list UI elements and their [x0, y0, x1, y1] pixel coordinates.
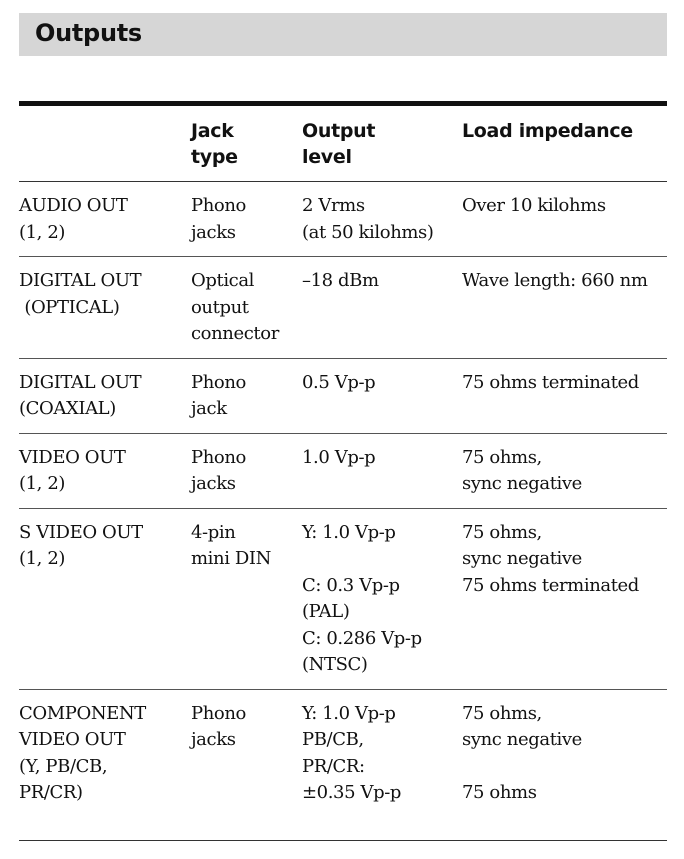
header-cell-jack-type	[191, 104, 302, 182]
cell-line: 75 ohms	[462, 782, 537, 803]
cell-line: S VIDEO OUT	[19, 521, 143, 543]
cell-output-name	[19, 433, 191, 508]
cell-line: (NTSC)	[302, 654, 368, 675]
cell-line: Wave length: 660 nm	[462, 270, 648, 291]
table-row	[19, 358, 667, 433]
cell-line: (Y, PB/CB,	[19, 755, 108, 777]
cell-line: 75 ohms,	[462, 521, 542, 543]
cell-jack-type	[191, 433, 302, 508]
cell-line: mini DIN	[191, 548, 271, 569]
cell-load-impedance	[462, 182, 667, 257]
cell-line: Phono	[191, 371, 246, 393]
section-header	[19, 13, 667, 56]
cell-line: DIGITAL OUT	[19, 371, 142, 393]
table-row	[19, 689, 667, 840]
cell-line: C: 0.3 Vp-p	[302, 574, 400, 596]
cell-line: 75 ohms,	[462, 446, 542, 468]
table-row	[19, 182, 667, 257]
cell-line: PR/CR:	[302, 755, 365, 777]
outputs-spec-table	[19, 101, 667, 841]
cell-line: 1.0 Vp-p	[302, 446, 376, 468]
cell-line: jack	[191, 398, 227, 419]
cell-line: jacks	[191, 729, 236, 750]
table-body	[19, 182, 667, 841]
cell-output-name	[19, 689, 191, 840]
cell-line: PB/CB,	[302, 729, 364, 750]
cell-line: Y: 1.0 Vp-p	[302, 521, 396, 543]
cell-output-level	[302, 182, 462, 257]
cell-load-impedance	[462, 508, 667, 689]
cell-output-name	[19, 508, 191, 689]
cell-output-name	[19, 257, 191, 359]
cell-line: Optical	[191, 270, 255, 291]
header-line: Jack	[191, 120, 234, 142]
cell-line: AUDIO OUT	[19, 195, 128, 216]
cell-output-level	[302, 257, 462, 359]
header-row	[19, 104, 667, 182]
cell-load-impedance	[462, 257, 667, 359]
table-row	[19, 257, 667, 359]
cell-output-name	[19, 358, 191, 433]
cell-line: COMPONENT	[19, 702, 146, 724]
cell-line: Phono	[191, 702, 246, 724]
cell-output-level	[302, 358, 462, 433]
cell-line: sync negative	[462, 473, 582, 494]
cell-line	[302, 546, 462, 573]
cell-output-level	[302, 508, 462, 689]
cell-jack-type	[191, 689, 302, 840]
cell-line: Over 10 kilohms	[462, 195, 606, 216]
cell-load-impedance	[462, 433, 667, 508]
table-row	[19, 433, 667, 508]
cell-line: PR/CR)	[19, 782, 83, 803]
cell-line: (PAL)	[302, 601, 350, 622]
cell-line: 75 ohms,	[462, 702, 542, 724]
cell-line: Y: 1.0 Vp-p	[302, 702, 396, 724]
cell-line: output	[191, 296, 249, 318]
cell-output-name	[19, 182, 191, 257]
cell-load-impedance	[462, 358, 667, 433]
cell-line: 75 ohms terminated	[462, 574, 639, 596]
cell-jack-type	[191, 257, 302, 359]
cell-line: connector	[191, 323, 279, 344]
cell-line: VIDEO OUT	[19, 446, 126, 468]
cell-output-level	[302, 689, 462, 840]
header-cell-output-level	[302, 104, 462, 182]
cell-line: –18 dBm	[302, 270, 379, 291]
cell-line: (1, 2)	[19, 548, 65, 569]
cell-line: (OPTICAL)	[19, 296, 120, 318]
cell-line: jacks	[191, 473, 236, 494]
cell-line: (at 50 kilohms)	[302, 221, 434, 243]
cell-line: (COAXIAL)	[19, 398, 116, 419]
cell-load-impedance	[462, 689, 667, 840]
cell-line: sync negative	[462, 548, 582, 569]
header-line: Load impedance	[462, 120, 633, 142]
section-title: Outputs	[35, 19, 142, 47]
header-cell-output-name	[19, 104, 191, 182]
cell-line: VIDEO OUT	[19, 729, 126, 750]
header-line: Output	[302, 120, 376, 142]
cell-line	[462, 754, 667, 781]
cell-line: (1, 2)	[19, 221, 65, 243]
cell-line: 0.5 Vp-p	[302, 371, 376, 393]
cell-jack-type	[191, 358, 302, 433]
header-cell-load-impedance	[462, 104, 667, 182]
header-line: type	[191, 146, 238, 168]
cell-line: 2 Vrms	[302, 195, 365, 216]
cell-jack-type	[191, 508, 302, 689]
cell-line: DIGITAL OUT	[19, 270, 142, 291]
cell-line: (1, 2)	[19, 473, 65, 494]
cell-jack-type	[191, 182, 302, 257]
cell-output-level	[302, 433, 462, 508]
cell-line: 75 ohms terminated	[462, 371, 639, 393]
table-row	[19, 508, 667, 689]
cell-line: 4-pin	[191, 521, 236, 543]
cell-line: C: 0.286 Vp-p	[302, 627, 422, 649]
cell-line: jacks	[191, 221, 236, 243]
cell-line: ±0.35 Vp-p	[302, 782, 402, 803]
cell-line: Phono	[191, 446, 246, 468]
header-line: level	[302, 146, 352, 168]
cell-line: Phono	[191, 195, 246, 216]
cell-line: sync negative	[462, 729, 582, 750]
